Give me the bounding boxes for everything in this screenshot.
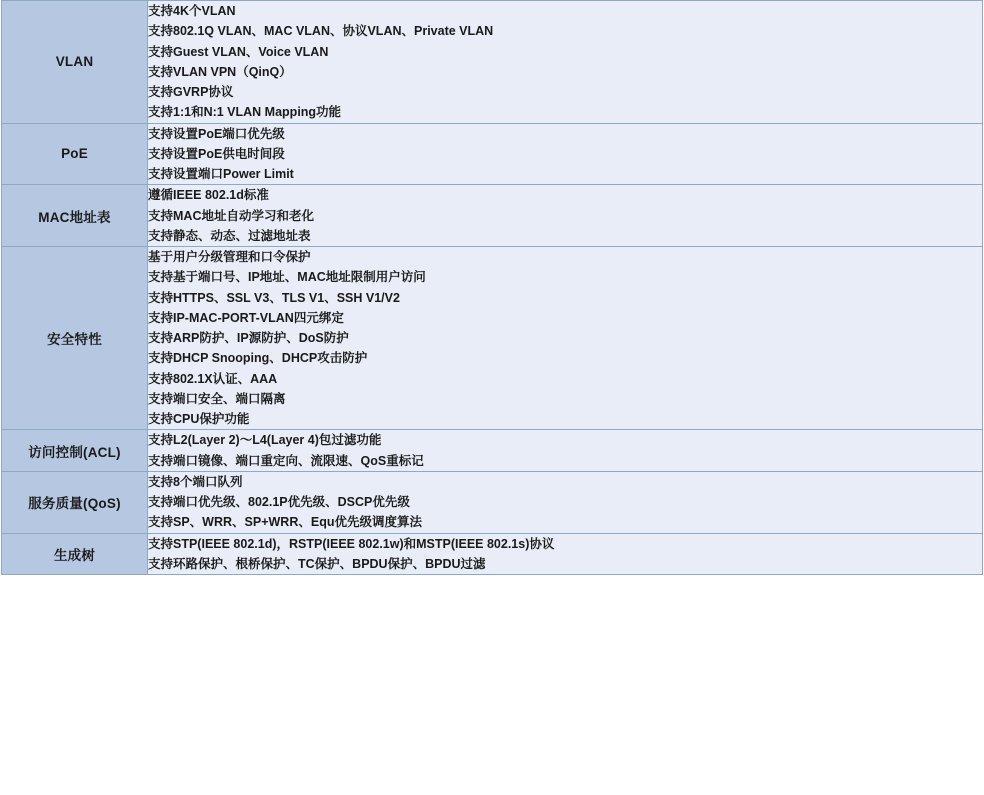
description-line: 支持802.1X认证、AAA xyxy=(148,371,278,386)
description-line: 支持端口优先级、802.1P优先级、DSCP优先级 xyxy=(148,495,410,509)
category-cell: 安全特性 xyxy=(2,247,148,430)
category-cell: 访问控制(ACL) xyxy=(2,430,148,472)
description-line: 支持HTTPS、SSL V3、TLS V1、SSH V1/V2 xyxy=(148,290,400,305)
description-line: 支持设置端口Power Limit xyxy=(148,167,294,181)
table-row xyxy=(2,123,983,185)
description-line: 支持端口安全、端口隔离 xyxy=(148,391,286,406)
description-line: 支持VLAN VPN（QinQ） xyxy=(148,64,292,79)
description-cell xyxy=(148,247,983,430)
table-row xyxy=(2,185,983,247)
description-cell xyxy=(148,185,983,247)
description-cell xyxy=(148,123,983,185)
table-row xyxy=(2,533,983,575)
category-cell: MAC地址表 xyxy=(2,185,148,247)
description-line: 支持ARP防护、IP源防护、DoS防护 xyxy=(148,331,349,345)
description-line: 遵循IEEE 802.1d标准 xyxy=(148,188,269,203)
description-line: 支持DHCP Snooping、DHCP攻击防护 xyxy=(148,351,368,366)
description-line: 支持环路保护、根桥保护、TC保护、BPDU保护、BPDU过滤 xyxy=(148,556,486,571)
description-line: 支持MAC地址自动学习和老化 xyxy=(148,208,314,223)
description-line: 支持8个端口队列 xyxy=(148,474,243,489)
description-line: 支持Guest VLAN、Voice VLAN xyxy=(148,44,329,59)
table-row xyxy=(2,471,983,533)
description-line: 支持4K个VLAN xyxy=(148,4,236,18)
description-line: 支持STP(IEEE 802.1d)，RSTP(IEEE 802.1w)和MSTP(IEEE 802.1s)协议 xyxy=(148,536,555,551)
description-line: 支持1:1和N:1 VLAN Mapping功能 xyxy=(148,105,342,120)
description-cell xyxy=(148,533,983,575)
description-line: 支持IP-MAC-PORT-VLAN四元绑定 xyxy=(148,310,344,325)
category-cell: 生成树 xyxy=(2,533,148,575)
specification-table xyxy=(1,0,983,575)
description-line: 支持802.1Q VLAN、MAC VLAN、协议VLAN、Private VLAN xyxy=(148,24,494,39)
description-line: 支持基于端口号、IP地址、MAC地址限制用户访问 xyxy=(148,270,426,285)
description-cell xyxy=(148,430,983,472)
specification-table-body xyxy=(2,1,983,575)
table-row xyxy=(2,247,983,430)
category-cell: VLAN xyxy=(2,1,148,124)
description-line: 支持CPU保护功能 xyxy=(148,412,250,426)
description-line: 支持GVRP协议 xyxy=(148,85,234,99)
description-cell xyxy=(148,471,983,533)
category-cell: 服务质量(QoS) xyxy=(2,471,148,533)
description-line: 支持设置PoE端口优先级 xyxy=(148,126,285,141)
description-cell xyxy=(148,1,983,124)
description-line: 支持设置PoE供电时间段 xyxy=(148,146,285,161)
description-line: 支持静态、动态、过滤地址表 xyxy=(148,228,311,243)
description-line: 支持L2(Layer 2)～L4(Layer 4)包过滤功能 xyxy=(148,433,382,448)
description-line: 支持SP、WRR、SP+WRR、Equ优先级调度算法 xyxy=(148,515,422,530)
table-row xyxy=(2,1,983,124)
description-line: 支持端口镜像、端口重定向、流限速、QoS重标记 xyxy=(148,453,424,468)
table-row xyxy=(2,430,983,472)
category-cell: PoE xyxy=(2,123,148,185)
description-line: 基于用户分级管理和口令保护 xyxy=(148,250,311,264)
